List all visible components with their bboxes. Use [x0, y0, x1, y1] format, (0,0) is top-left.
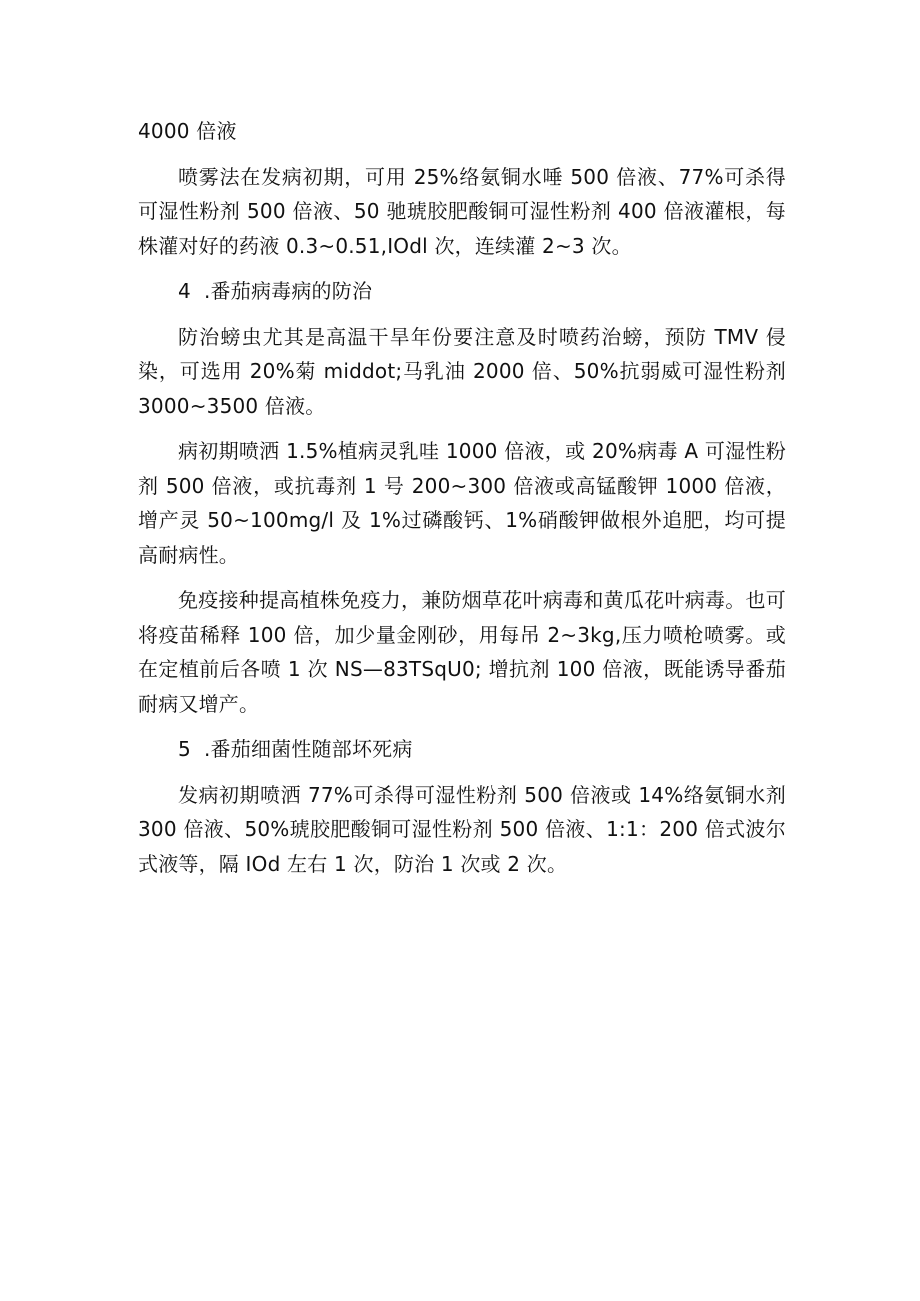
paragraph-immunization: 免疫接种提高植株免疫力，兼防烟草花叶病毒和黄瓜花叶病毒。也可将疫苗稀释 100 倍，加少量金刚砂，用每吊 2~3kg,压力喷枪喷雾。或在定植前后各喷 1 次 NS—83TSqU0; 增抗剂 100 倍液，既能诱导番茄耐病又增产。	[138, 588, 786, 716]
paragraph-early-spray: 病初期喷洒 1.5%植病灵乳哇 1000 倍液，或 20%病毒 A 可湿性粉剂 500 倍液，或抗毒剂 1 号 200~300 倍液或高锰酸钾 1000 倍液，增产灵 50~100mg/l 及 1%过磷酸钙、1%硝酸钾做根外追肥，均可提高耐病性。	[138, 439, 786, 567]
paragraph-bacterial-treatment: 发病初期喷洒 77%可杀得可湿性粉剂 500 倍液或 14%络氨铜水剂 300 倍液、50%琥胶肥酸铜可湿性粉剂 500 倍液、1:1：200 倍式波尔式液等，隔 IOd 左右 1 次，防治 1 次或 2 次。	[138, 782, 786, 876]
section-number: 5	[178, 737, 191, 761]
section-heading-5	[138, 732, 786, 767]
paragraph-spray-method: 喷雾法在发病初期，可用 25%络氨铜水唾 500 倍液、77%可杀得可湿性粉剂 500 倍液、50 驰琥胶肥酸铜可湿性粉剂 400 倍液灌根，每株灌对好的药液 0.3~0.51,IOdl 次，连续灌 2~3 次。	[138, 164, 786, 258]
document-body	[138, 114, 786, 892]
paragraph-continuation: 4000 倍液	[138, 119, 237, 143]
section-title: .番茄病毒病的防治	[204, 279, 373, 303]
section-heading-4	[138, 274, 786, 309]
section-number: 4	[178, 279, 191, 303]
paragraph-aphid-control: 防治螃虫尤其是高温干旱年份要注意及时喷药治螃，预防 TMV 侵染，可选用 20%菊 middot;马乳油 2000 倍、50%抗弱威可湿性粉剂 3000~3500 倍液。	[138, 324, 786, 418]
section-title: .番茄细菌性随部坏死病	[204, 737, 413, 761]
